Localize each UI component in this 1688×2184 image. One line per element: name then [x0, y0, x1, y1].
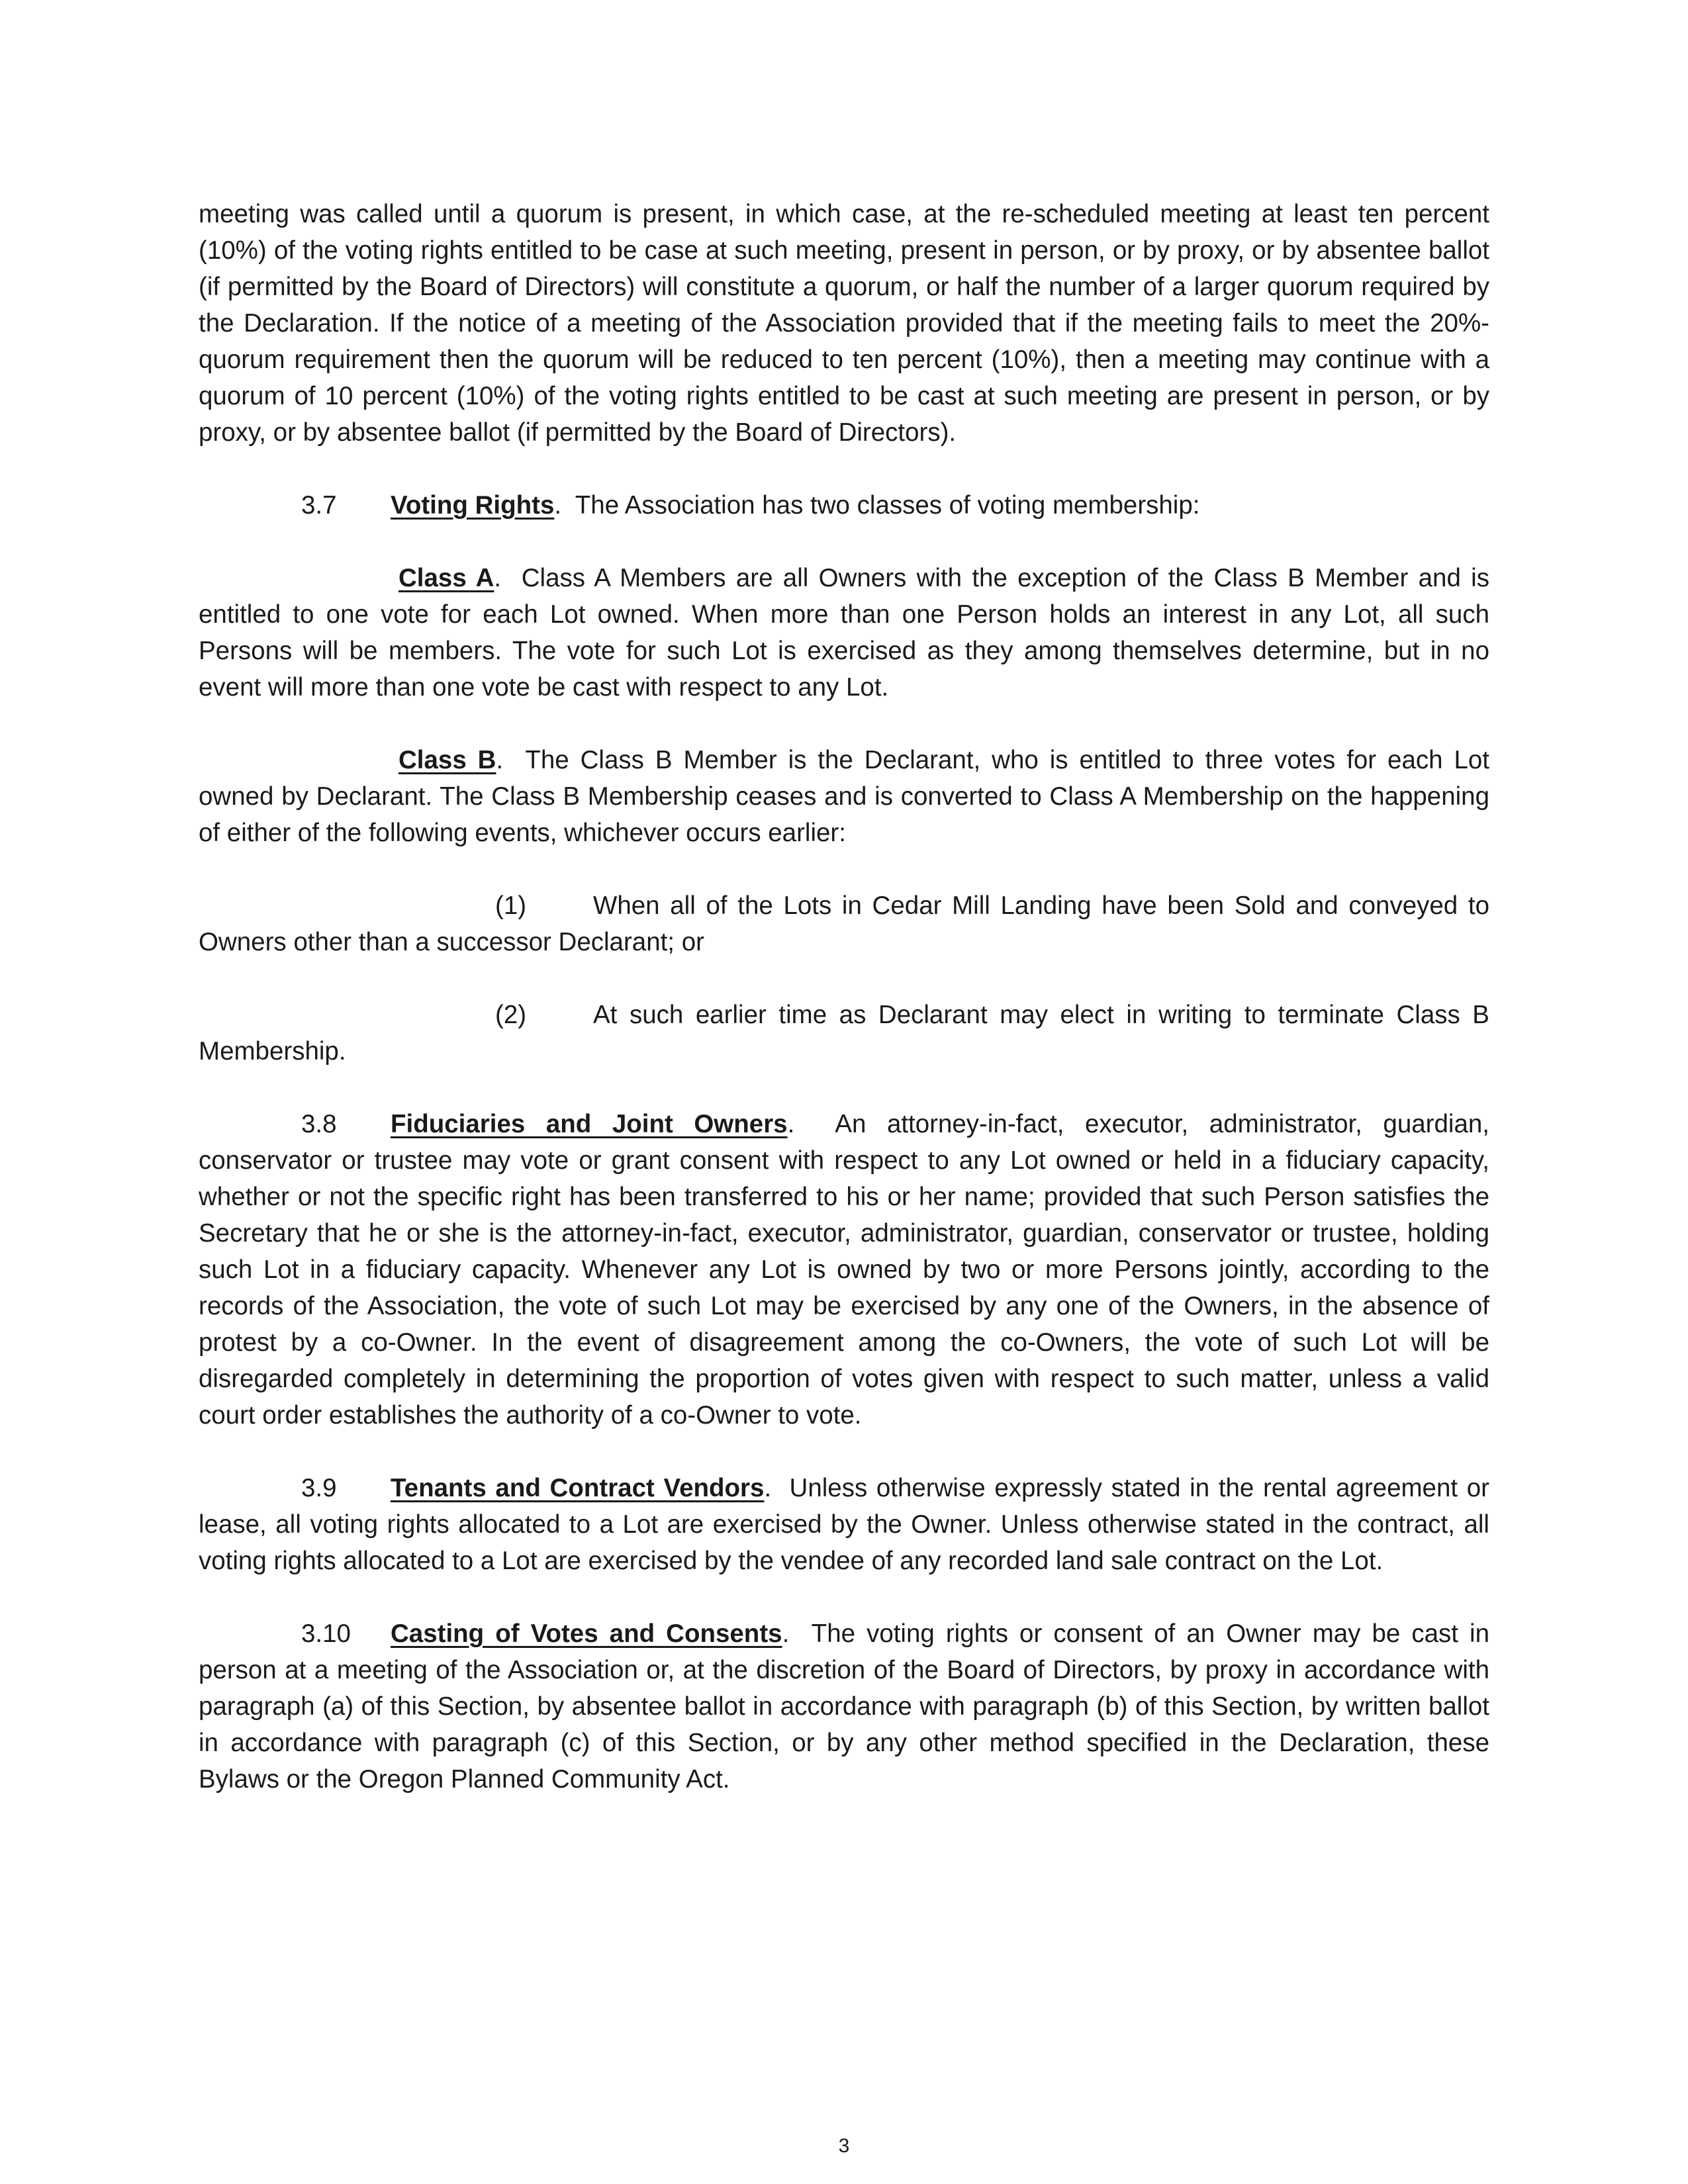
section-number: 3.10 — [301, 1619, 351, 1648]
class-a-body: Class A Members are all Owners with the exception of the Class B Member and is entitled to one vote for each Lot owned. When more than one Person holds an interest in any Lot, all such Persons will be members. The vote for such Lot is exercised as they among themselves determine, but in no event will more than one vote be cast with respect to any Lot. — [199, 564, 1489, 702]
class-b-item-1 — [199, 887, 1489, 960]
item-text: At such earlier time as Declarant may elect in writing to terminate Class B Membership. — [199, 1001, 1489, 1066]
section-body: The voting rights or consent of an Owner may be cast in person at a meeting of the Association or, at the discretion of the Board of Directors, by proxy in accordance with paragraph (a) of this Section, by absentee ballot in accordance with paragraph (b) of this Section, by written ballot in accordance with paragraph (c) of this Section, or by any other method specified in the Declaration, these Bylaws or the Oregon Planned Community Act. — [199, 1619, 1489, 1794]
section-body: Unless otherwise expressly stated in the rental agreement or lease, all voting rights allocated to a Lot are exercised by the Owner. Unless otherwise stated in the contract, all voting rights allocated to a Lot are exercised by the vendee of any recorded land sale contract on the Lot. — [199, 1474, 1489, 1575]
section-3-8 — [199, 1106, 1489, 1433]
class-a-paragraph — [199, 560, 1489, 705]
section-3-9 — [199, 1470, 1489, 1579]
section-body: An attorney-in-fact, executor, administrator, guardian, conservator or trustee may vote or grant consent with respect to any Lot owned or held in a fiduciary capacity, whether or not the specific right has been transferred to his or her name; provided that such Person satisfies the Secretary that he or she is the attorney-in-fact, executor, administrator, guardian, conservator or trustee, holding such Lot in a fiduciary capacity. Whenever any Lot is owned by two or more Persons jointly, according to the records of the Association, the vote of such Lot may be exercised by any one of the Owners, in the absence of protest by a co-Owner. In the event of disagreement among the co-Owners, the vote of such Lot will be disregarded completely in determining the proportion of votes given with respect to such matter, unless a valid court order establishes the authority of a co-Owner to vote. — [199, 1110, 1489, 1430]
section-number: 3.8 — [301, 1110, 337, 1138]
section-heading: Casting of Votes and Consents — [391, 1619, 782, 1648]
class-b-item-2 — [199, 997, 1489, 1069]
class-b-body: The Class B Member is the Declarant, who is entitled to three votes for each Lot owned by Declarant. The Class B Membership ceases and is converted to Class A Membership on the happening of either of the following events, whichever occurs earlier: — [199, 746, 1489, 847]
heading-punct: . — [496, 746, 504, 774]
section-number: 3.7 — [301, 491, 337, 520]
class-a-heading: Class A — [399, 564, 494, 592]
heading-punct: . — [494, 564, 502, 592]
item-number: (2) — [495, 1001, 527, 1029]
item-number: (1) — [495, 891, 527, 920]
document-page — [199, 196, 1489, 1834]
heading-punct: . — [782, 1619, 790, 1648]
section-body: The Association has two classes of voting membership: — [575, 491, 1200, 520]
opening-paragraph: meeting was called until a quorum is present, in which case, at the re-scheduled meeting at least ten percent (10%) of the voting rights entitled to be case at such meeting, present in person, or by proxy, or by absentee ballot (if permitted by the Board of Directors) will constitute a quorum, or half the number of a larger quorum required by the Declaration. If the notice of a meeting of the Association provided that if the meeting fails to meet the 20%-quorum requirement then the quorum will be reduced to ten percent (10%), then a meeting may continue with a quorum of 10 percent (10%) of the voting rights entitled to be cast at such meeting are present in person, or by proxy, or by absentee ballot (if permitted by the Board of Directors). — [199, 200, 1489, 447]
section-heading: Tenants and Contract Vendors — [391, 1474, 765, 1502]
section-number: 3.9 — [301, 1474, 337, 1502]
class-b-heading: Class B — [399, 746, 496, 774]
section-3-7 — [199, 487, 1489, 523]
class-b-paragraph — [199, 742, 1489, 851]
section-heading: Fiduciaries and Joint Owners — [391, 1110, 788, 1138]
page-number: 3 — [838, 2135, 850, 2157]
heading-punct: . — [787, 1110, 795, 1138]
heading-punct: . — [554, 491, 562, 520]
section-heading: Voting Rights — [391, 491, 555, 520]
item-text: When all of the Lots in Cedar Mill Landing have been Sold and conveyed to Owners other than a successor Declarant; or — [199, 891, 1489, 956]
section-3-10 — [199, 1615, 1489, 1797]
heading-punct: . — [764, 1474, 772, 1502]
